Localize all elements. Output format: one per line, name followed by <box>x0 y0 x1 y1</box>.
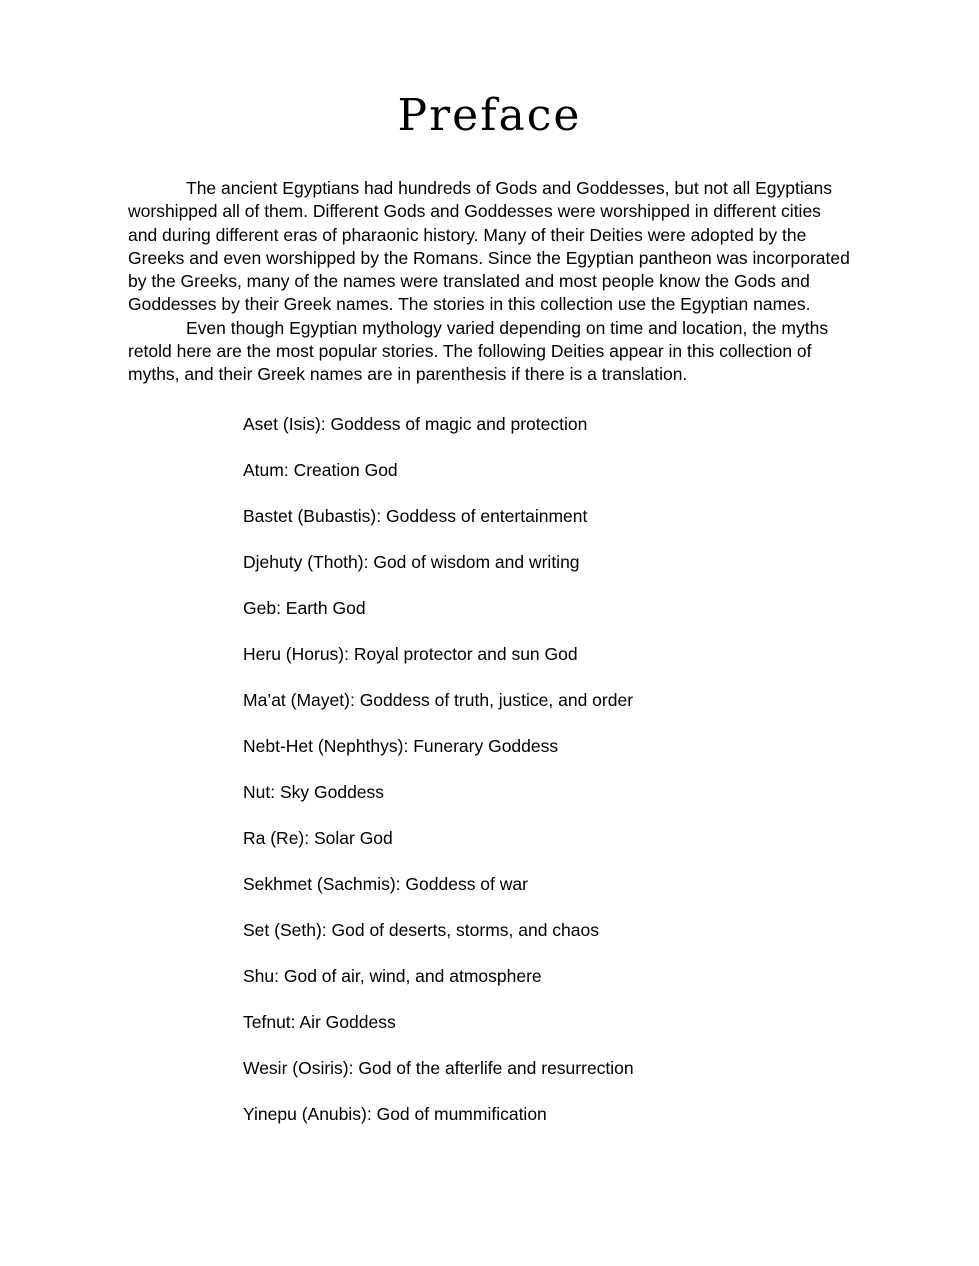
deity-item-djehuty: Djehuty (Thoth): God of wisdom and writing <box>243 551 580 572</box>
paragraph-intro: The ancient Egyptians had hundreds of Gods and Goddesses, but not all Egyptians worshipped all of them. Different Gods and Goddesses were worshipped in different cities and during different eras of pharaonic history. Many of their Deities were adopted by the Greeks and even worshipped by the Romans. Since the Egyptian pantheon was incorporated by the Greeks, many of the names were translated and most people know the Gods and Goddesses by their Greek names. The stories in this collection use the Egyptian names. <box>128 178 850 315</box>
deity-item-sekhmet: Sekhmet (Sachmis): Goddess of war <box>243 873 528 894</box>
preface-body <box>128 177 851 387</box>
deity-item-nebthet: Nebt-Het (Nephthys): Funerary Goddess <box>243 735 559 756</box>
paragraph-deities-intro: Even though Egyptian mythology varied depending on time and location, the myths retold here are the most popular stories. The following Deities appear in this collection of myths, and their Greek names are in parenthesis if there is a translation. <box>128 317 829 385</box>
deity-item-set: Set (Seth): God of deserts, storms, and chaos <box>243 919 599 940</box>
deity-item-wesir: Wesir (Osiris): God of the afterlife and resurrection <box>243 1057 634 1078</box>
deity-item-heru: Heru (Horus): Royal protector and sun God <box>243 643 578 664</box>
deity-item-ra: Ra (Re): Solar God <box>243 827 393 848</box>
deity-item-aset: Aset (Isis): Goddess of magic and protection <box>243 413 588 434</box>
deity-item-nut: Nut: Sky Goddess <box>243 781 385 802</box>
deity-item-yinepu: Yinepu (Anubis): God of mummification <box>243 1103 547 1124</box>
deity-item-atum: Atum: Creation God <box>243 459 398 480</box>
deity-list <box>243 413 851 1126</box>
page-title: Preface <box>397 90 582 141</box>
deity-item-maat: Ma’at (Mayet): Goddess of truth, justice, and order <box>243 689 634 710</box>
deity-item-bastet: Bastet (Bubastis): Goddess of entertainment <box>243 505 588 526</box>
deity-item-geb: Geb: Earth God <box>243 597 366 618</box>
deity-item-shu: Shu: God of air, wind, and atmosphere <box>243 965 542 986</box>
deity-item-tefnut: Tefnut: Air Goddess <box>243 1011 396 1032</box>
